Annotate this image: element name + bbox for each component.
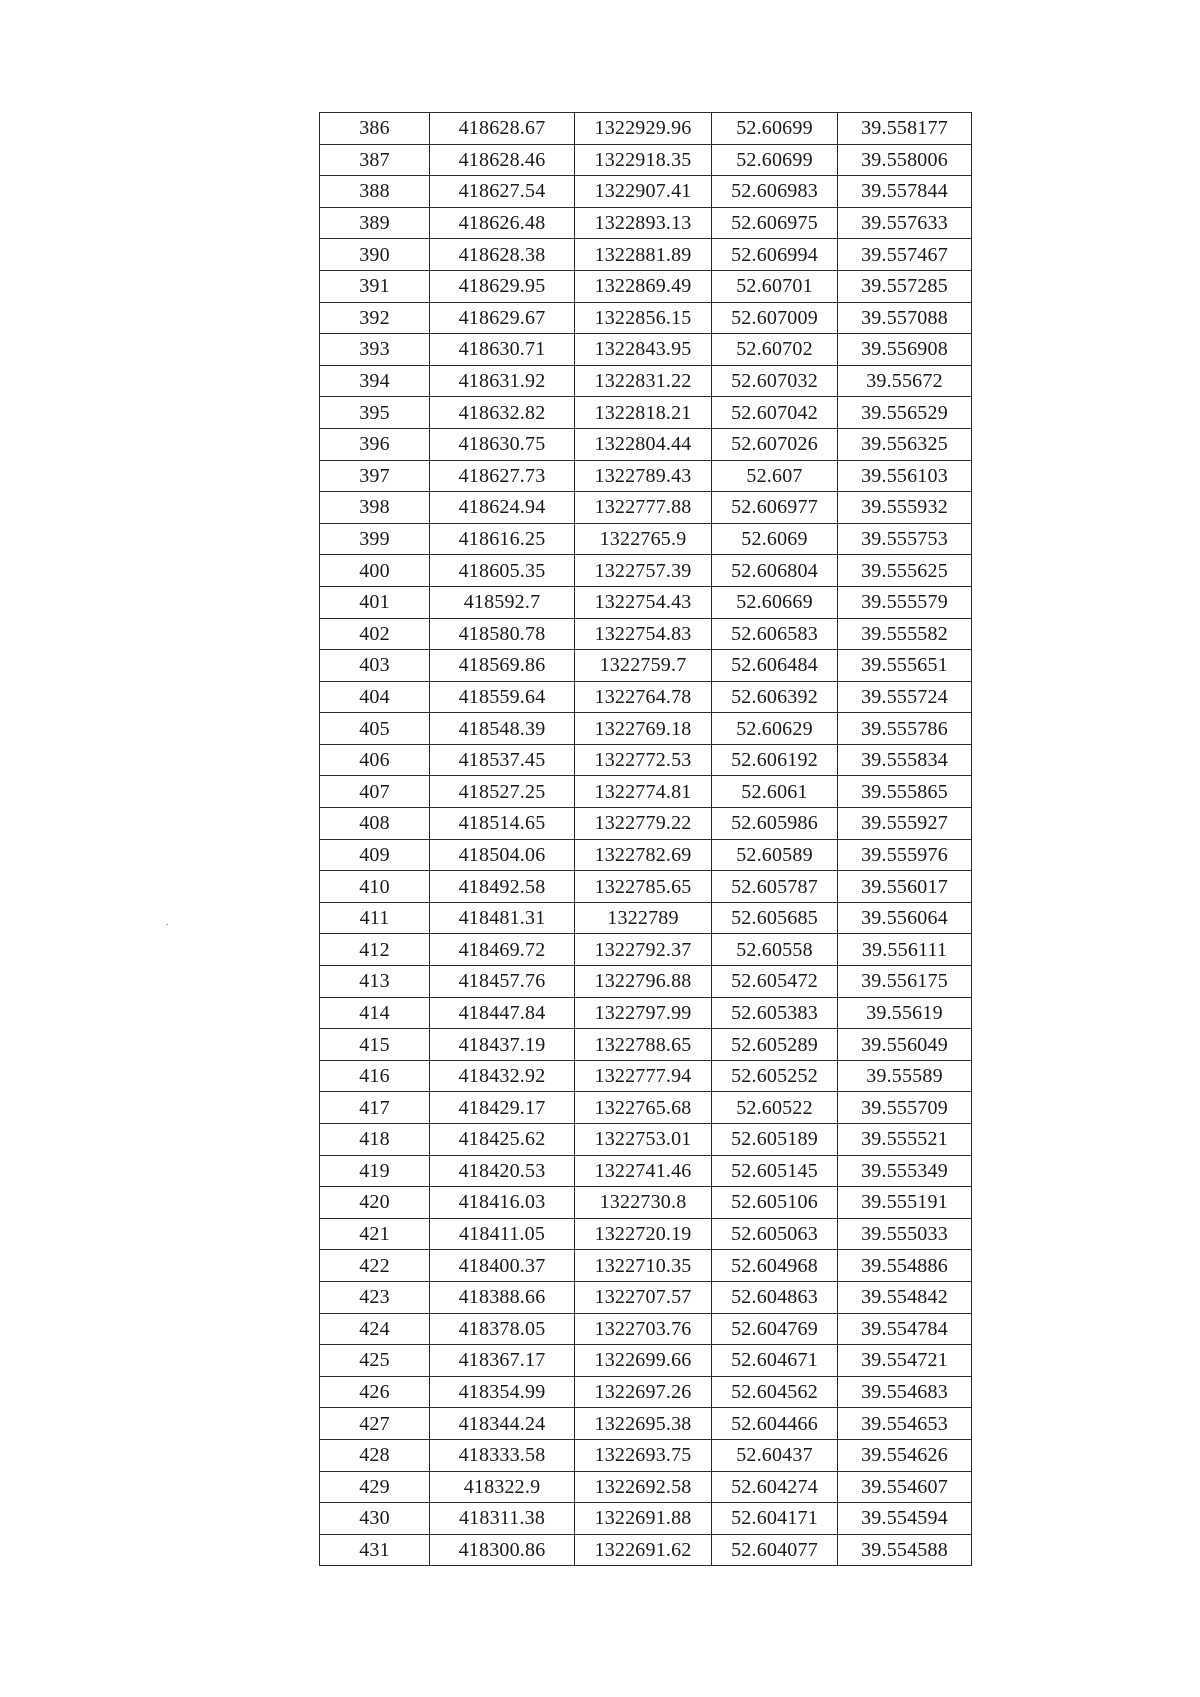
- y-coordinate-cell: 1322730.8: [575, 1187, 712, 1219]
- y-coordinate-cell: 1322929.96: [575, 113, 712, 145]
- x-coordinate-cell: 418457.76: [430, 966, 575, 998]
- point-number-cell: 402: [320, 618, 430, 650]
- x-coordinate-cell: 418632.82: [430, 397, 575, 429]
- point-number-cell: 396: [320, 428, 430, 460]
- table-row: [320, 871, 972, 903]
- point-number-cell: 405: [320, 713, 430, 745]
- x-coordinate-cell: 418628.67: [430, 113, 575, 145]
- latitude-cell: 52.605383: [712, 997, 838, 1029]
- table-row: [320, 1471, 972, 1503]
- x-coordinate-cell: 418504.06: [430, 839, 575, 871]
- y-coordinate-cell: 1322782.69: [575, 839, 712, 871]
- table-row: [320, 681, 972, 713]
- longitude-cell: 39.555724: [838, 681, 972, 713]
- point-number-cell: 412: [320, 934, 430, 966]
- longitude-cell: 39.554721: [838, 1345, 972, 1377]
- longitude-cell: 39.554626: [838, 1439, 972, 1471]
- latitude-cell: 52.606192: [712, 744, 838, 776]
- table-row: [320, 1408, 972, 1440]
- latitude-cell: 52.6069: [712, 523, 838, 555]
- latitude-cell: 52.6061: [712, 776, 838, 808]
- latitude-cell: 52.605106: [712, 1187, 838, 1219]
- table-row: [320, 1187, 972, 1219]
- x-coordinate-cell: 418616.25: [430, 523, 575, 555]
- point-number-cell: 388: [320, 176, 430, 208]
- y-coordinate-cell: 1322765.68: [575, 1092, 712, 1124]
- longitude-cell: 39.555932: [838, 492, 972, 524]
- latitude-cell: 52.605063: [712, 1218, 838, 1250]
- table-row: [320, 113, 972, 145]
- table-row: [320, 144, 972, 176]
- latitude-cell: 52.60701: [712, 270, 838, 302]
- table-row: [320, 934, 972, 966]
- longitude-cell: 39.555786: [838, 713, 972, 745]
- table-row: [320, 1029, 972, 1061]
- y-coordinate-cell: 1322691.88: [575, 1503, 712, 1535]
- y-coordinate-cell: 1322753.01: [575, 1124, 712, 1156]
- table-row: [320, 966, 972, 998]
- longitude-cell: 39.556064: [838, 902, 972, 934]
- y-coordinate-cell: 1322693.75: [575, 1439, 712, 1471]
- y-coordinate-cell: 1322796.88: [575, 966, 712, 998]
- longitude-cell: 39.556049: [838, 1029, 972, 1061]
- latitude-cell: 52.606583: [712, 618, 838, 650]
- x-coordinate-cell: 418624.94: [430, 492, 575, 524]
- latitude-cell: 52.604769: [712, 1313, 838, 1345]
- y-coordinate-cell: 1322765.9: [575, 523, 712, 555]
- x-coordinate-cell: 418300.86: [430, 1534, 575, 1566]
- latitude-cell: 52.605787: [712, 871, 838, 903]
- latitude-cell: 52.606983: [712, 176, 838, 208]
- table-row: [320, 1250, 972, 1282]
- longitude-cell: 39.557088: [838, 302, 972, 334]
- x-coordinate-cell: 418605.35: [430, 555, 575, 587]
- table-row: [320, 1345, 972, 1377]
- longitude-cell: 39.556017: [838, 871, 972, 903]
- y-coordinate-cell: 1322818.21: [575, 397, 712, 429]
- latitude-cell: 52.607026: [712, 428, 838, 460]
- y-coordinate-cell: 1322779.22: [575, 808, 712, 840]
- latitude-cell: 52.605189: [712, 1124, 838, 1156]
- longitude-cell: 39.556908: [838, 334, 972, 366]
- y-coordinate-cell: 1322792.37: [575, 934, 712, 966]
- x-coordinate-cell: 418437.19: [430, 1029, 575, 1061]
- longitude-cell: 39.556529: [838, 397, 972, 429]
- longitude-cell: 39.555521: [838, 1124, 972, 1156]
- point-number-cell: 416: [320, 1060, 430, 1092]
- point-number-cell: 427: [320, 1408, 430, 1440]
- latitude-cell: 52.60669: [712, 586, 838, 618]
- point-number-cell: 400: [320, 555, 430, 587]
- table-row: [320, 239, 972, 271]
- y-coordinate-cell: 1322691.62: [575, 1534, 712, 1566]
- y-coordinate-cell: 1322789: [575, 902, 712, 934]
- y-coordinate-cell: 1322741.46: [575, 1155, 712, 1187]
- longitude-cell: 39.555753: [838, 523, 972, 555]
- latitude-cell: 52.604671: [712, 1345, 838, 1377]
- point-number-cell: 430: [320, 1503, 430, 1535]
- x-coordinate-cell: 418628.46: [430, 144, 575, 176]
- point-number-cell: 409: [320, 839, 430, 871]
- x-coordinate-cell: 418629.67: [430, 302, 575, 334]
- table-row: [320, 492, 972, 524]
- point-number-cell: 424: [320, 1313, 430, 1345]
- latitude-cell: 52.605145: [712, 1155, 838, 1187]
- x-coordinate-cell: 418311.38: [430, 1503, 575, 1535]
- longitude-cell: 39.557467: [838, 239, 972, 271]
- x-coordinate-cell: 418411.05: [430, 1218, 575, 1250]
- latitude-cell: 52.607009: [712, 302, 838, 334]
- longitude-cell: 39.555709: [838, 1092, 972, 1124]
- latitude-cell: 52.606994: [712, 239, 838, 271]
- x-coordinate-cell: 418548.39: [430, 713, 575, 745]
- scan-speck: [166, 924, 168, 925]
- y-coordinate-cell: 1322789.43: [575, 460, 712, 492]
- x-coordinate-cell: 418630.71: [430, 334, 575, 366]
- longitude-cell: 39.555579: [838, 586, 972, 618]
- x-coordinate-cell: 418527.25: [430, 776, 575, 808]
- table-row: [320, 808, 972, 840]
- x-coordinate-cell: 418592.7: [430, 586, 575, 618]
- table-row: [320, 1060, 972, 1092]
- y-coordinate-cell: 1322769.18: [575, 713, 712, 745]
- point-number-cell: 414: [320, 997, 430, 1029]
- y-coordinate-cell: 1322774.81: [575, 776, 712, 808]
- x-coordinate-cell: 418354.99: [430, 1376, 575, 1408]
- y-coordinate-cell: 1322757.39: [575, 555, 712, 587]
- point-number-cell: 413: [320, 966, 430, 998]
- point-number-cell: 429: [320, 1471, 430, 1503]
- point-number-cell: 408: [320, 808, 430, 840]
- table-row: [320, 1439, 972, 1471]
- x-coordinate-cell: 418469.72: [430, 934, 575, 966]
- table-row: [320, 713, 972, 745]
- x-coordinate-cell: 418322.9: [430, 1471, 575, 1503]
- table-row: [320, 1281, 972, 1313]
- x-coordinate-cell: 418378.05: [430, 1313, 575, 1345]
- longitude-cell: 39.554653: [838, 1408, 972, 1440]
- table-row: [320, 270, 972, 302]
- latitude-cell: 52.606484: [712, 650, 838, 682]
- table-row: [320, 397, 972, 429]
- longitude-cell: 39.558006: [838, 144, 972, 176]
- point-number-cell: 419: [320, 1155, 430, 1187]
- y-coordinate-cell: 1322692.58: [575, 1471, 712, 1503]
- x-coordinate-cell: 418333.58: [430, 1439, 575, 1471]
- y-coordinate-cell: 1322831.22: [575, 365, 712, 397]
- y-coordinate-cell: 1322788.65: [575, 1029, 712, 1061]
- table-row: [320, 776, 972, 808]
- point-number-cell: 392: [320, 302, 430, 334]
- point-number-cell: 401: [320, 586, 430, 618]
- table-row: [320, 302, 972, 334]
- point-number-cell: 422: [320, 1250, 430, 1282]
- y-coordinate-cell: 1322843.95: [575, 334, 712, 366]
- table-row: [320, 1124, 972, 1156]
- table-row: [320, 365, 972, 397]
- longitude-cell: 39.555582: [838, 618, 972, 650]
- point-number-cell: 428: [320, 1439, 430, 1471]
- x-coordinate-cell: 418514.65: [430, 808, 575, 840]
- latitude-cell: 52.604274: [712, 1471, 838, 1503]
- table-row: [320, 1092, 972, 1124]
- point-number-cell: 417: [320, 1092, 430, 1124]
- point-number-cell: 399: [320, 523, 430, 555]
- x-coordinate-cell: 418580.78: [430, 618, 575, 650]
- y-coordinate-cell: 1322881.89: [575, 239, 712, 271]
- x-coordinate-cell: 418629.95: [430, 270, 575, 302]
- y-coordinate-cell: 1322720.19: [575, 1218, 712, 1250]
- y-coordinate-cell: 1322703.76: [575, 1313, 712, 1345]
- y-coordinate-cell: 1322907.41: [575, 176, 712, 208]
- point-number-cell: 431: [320, 1534, 430, 1566]
- latitude-cell: 52.60702: [712, 334, 838, 366]
- point-number-cell: 397: [320, 460, 430, 492]
- longitude-cell: 39.554607: [838, 1471, 972, 1503]
- table-row: [320, 744, 972, 776]
- coordinates-table-body: [320, 113, 972, 1566]
- longitude-cell: 39.554588: [838, 1534, 972, 1566]
- longitude-cell: 39.55589: [838, 1060, 972, 1092]
- point-number-cell: 387: [320, 144, 430, 176]
- point-number-cell: 393: [320, 334, 430, 366]
- x-coordinate-cell: 418388.66: [430, 1281, 575, 1313]
- latitude-cell: 52.60629: [712, 713, 838, 745]
- latitude-cell: 52.605252: [712, 1060, 838, 1092]
- longitude-cell: 39.557633: [838, 207, 972, 239]
- longitude-cell: 39.554683: [838, 1376, 972, 1408]
- longitude-cell: 39.558177: [838, 113, 972, 145]
- latitude-cell: 52.604863: [712, 1281, 838, 1313]
- x-coordinate-cell: 418344.24: [430, 1408, 575, 1440]
- point-number-cell: 420: [320, 1187, 430, 1219]
- table-row: [320, 460, 972, 492]
- point-number-cell: 404: [320, 681, 430, 713]
- table-row: [320, 334, 972, 366]
- longitude-cell: 39.555865: [838, 776, 972, 808]
- y-coordinate-cell: 1322777.88: [575, 492, 712, 524]
- y-coordinate-cell: 1322869.49: [575, 270, 712, 302]
- longitude-cell: 39.555976: [838, 839, 972, 871]
- point-number-cell: 415: [320, 1029, 430, 1061]
- x-coordinate-cell: 418425.62: [430, 1124, 575, 1156]
- y-coordinate-cell: 1322804.44: [575, 428, 712, 460]
- table-row: [320, 555, 972, 587]
- point-number-cell: 423: [320, 1281, 430, 1313]
- x-coordinate-cell: 418627.73: [430, 460, 575, 492]
- y-coordinate-cell: 1322710.35: [575, 1250, 712, 1282]
- latitude-cell: 52.60699: [712, 113, 838, 145]
- point-number-cell: 389: [320, 207, 430, 239]
- latitude-cell: 52.604968: [712, 1250, 838, 1282]
- y-coordinate-cell: 1322699.66: [575, 1345, 712, 1377]
- point-number-cell: 386: [320, 113, 430, 145]
- latitude-cell: 52.605986: [712, 808, 838, 840]
- longitude-cell: 39.554886: [838, 1250, 972, 1282]
- table-row: [320, 618, 972, 650]
- point-number-cell: 390: [320, 239, 430, 271]
- latitude-cell: 52.604077: [712, 1534, 838, 1566]
- y-coordinate-cell: 1322918.35: [575, 144, 712, 176]
- point-number-cell: 394: [320, 365, 430, 397]
- table-row: [320, 176, 972, 208]
- latitude-cell: 52.605472: [712, 966, 838, 998]
- longitude-cell: 39.55672: [838, 365, 972, 397]
- longitude-cell: 39.557285: [838, 270, 972, 302]
- longitude-cell: 39.555191: [838, 1187, 972, 1219]
- latitude-cell: 52.60589: [712, 839, 838, 871]
- point-number-cell: 398: [320, 492, 430, 524]
- point-number-cell: 425: [320, 1345, 430, 1377]
- longitude-cell: 39.554784: [838, 1313, 972, 1345]
- x-coordinate-cell: 418630.75: [430, 428, 575, 460]
- latitude-cell: 52.607: [712, 460, 838, 492]
- latitude-cell: 52.606392: [712, 681, 838, 713]
- table-row: [320, 1376, 972, 1408]
- latitude-cell: 52.605685: [712, 902, 838, 934]
- longitude-cell: 39.555834: [838, 744, 972, 776]
- longitude-cell: 39.554842: [838, 1281, 972, 1313]
- point-number-cell: 410: [320, 871, 430, 903]
- point-number-cell: 426: [320, 1376, 430, 1408]
- x-coordinate-cell: 418400.37: [430, 1250, 575, 1282]
- y-coordinate-cell: 1322759.7: [575, 650, 712, 682]
- x-coordinate-cell: 418420.53: [430, 1155, 575, 1187]
- y-coordinate-cell: 1322754.43: [575, 586, 712, 618]
- point-number-cell: 395: [320, 397, 430, 429]
- table-row: [320, 839, 972, 871]
- table-row: [320, 1313, 972, 1345]
- latitude-cell: 52.606804: [712, 555, 838, 587]
- latitude-cell: 52.60558: [712, 934, 838, 966]
- latitude-cell: 52.604466: [712, 1408, 838, 1440]
- x-coordinate-cell: 418537.45: [430, 744, 575, 776]
- x-coordinate-cell: 418627.54: [430, 176, 575, 208]
- table-row: [320, 1218, 972, 1250]
- x-coordinate-cell: 418481.31: [430, 902, 575, 934]
- point-number-cell: 407: [320, 776, 430, 808]
- longitude-cell: 39.555651: [838, 650, 972, 682]
- table-row: [320, 902, 972, 934]
- y-coordinate-cell: 1322772.53: [575, 744, 712, 776]
- table-row: [320, 1503, 972, 1535]
- table-row: [320, 428, 972, 460]
- point-number-cell: 403: [320, 650, 430, 682]
- x-coordinate-cell: 418559.64: [430, 681, 575, 713]
- y-coordinate-cell: 1322754.83: [575, 618, 712, 650]
- y-coordinate-cell: 1322707.57: [575, 1281, 712, 1313]
- table-row: [320, 207, 972, 239]
- y-coordinate-cell: 1322856.15: [575, 302, 712, 334]
- latitude-cell: 52.605289: [712, 1029, 838, 1061]
- longitude-cell: 39.556103: [838, 460, 972, 492]
- point-number-cell: 421: [320, 1218, 430, 1250]
- x-coordinate-cell: 418367.17: [430, 1345, 575, 1377]
- table-row: [320, 997, 972, 1029]
- table-row: [320, 1155, 972, 1187]
- y-coordinate-cell: 1322893.13: [575, 207, 712, 239]
- longitude-cell: 39.555349: [838, 1155, 972, 1187]
- longitude-cell: 39.555927: [838, 808, 972, 840]
- point-number-cell: 418: [320, 1124, 430, 1156]
- table-row: [320, 1534, 972, 1566]
- longitude-cell: 39.557844: [838, 176, 972, 208]
- latitude-cell: 52.60437: [712, 1439, 838, 1471]
- longitude-cell: 39.554594: [838, 1503, 972, 1535]
- y-coordinate-cell: 1322785.65: [575, 871, 712, 903]
- point-number-cell: 391: [320, 270, 430, 302]
- table-row: [320, 650, 972, 682]
- x-coordinate-cell: 418569.86: [430, 650, 575, 682]
- latitude-cell: 52.60699: [712, 144, 838, 176]
- latitude-cell: 52.604562: [712, 1376, 838, 1408]
- y-coordinate-cell: 1322697.26: [575, 1376, 712, 1408]
- table-row: [320, 586, 972, 618]
- x-coordinate-cell: 418416.03: [430, 1187, 575, 1219]
- latitude-cell: 52.607032: [712, 365, 838, 397]
- longitude-cell: 39.556325: [838, 428, 972, 460]
- longitude-cell: 39.555033: [838, 1218, 972, 1250]
- latitude-cell: 52.606977: [712, 492, 838, 524]
- y-coordinate-cell: 1322764.78: [575, 681, 712, 713]
- coordinates-table: [319, 112, 972, 1566]
- x-coordinate-cell: 418628.38: [430, 239, 575, 271]
- x-coordinate-cell: 418432.92: [430, 1060, 575, 1092]
- longitude-cell: 39.55619: [838, 997, 972, 1029]
- x-coordinate-cell: 418631.92: [430, 365, 575, 397]
- longitude-cell: 39.556175: [838, 966, 972, 998]
- y-coordinate-cell: 1322797.99: [575, 997, 712, 1029]
- latitude-cell: 52.607042: [712, 397, 838, 429]
- longitude-cell: 39.556111: [838, 934, 972, 966]
- point-number-cell: 411: [320, 902, 430, 934]
- x-coordinate-cell: 418492.58: [430, 871, 575, 903]
- latitude-cell: 52.604171: [712, 1503, 838, 1535]
- longitude-cell: 39.555625: [838, 555, 972, 587]
- x-coordinate-cell: 418447.84: [430, 997, 575, 1029]
- x-coordinate-cell: 418626.48: [430, 207, 575, 239]
- y-coordinate-cell: 1322695.38: [575, 1408, 712, 1440]
- table-row: [320, 523, 972, 555]
- latitude-cell: 52.606975: [712, 207, 838, 239]
- y-coordinate-cell: 1322777.94: [575, 1060, 712, 1092]
- x-coordinate-cell: 418429.17: [430, 1092, 575, 1124]
- latitude-cell: 52.60522: [712, 1092, 838, 1124]
- point-number-cell: 406: [320, 744, 430, 776]
